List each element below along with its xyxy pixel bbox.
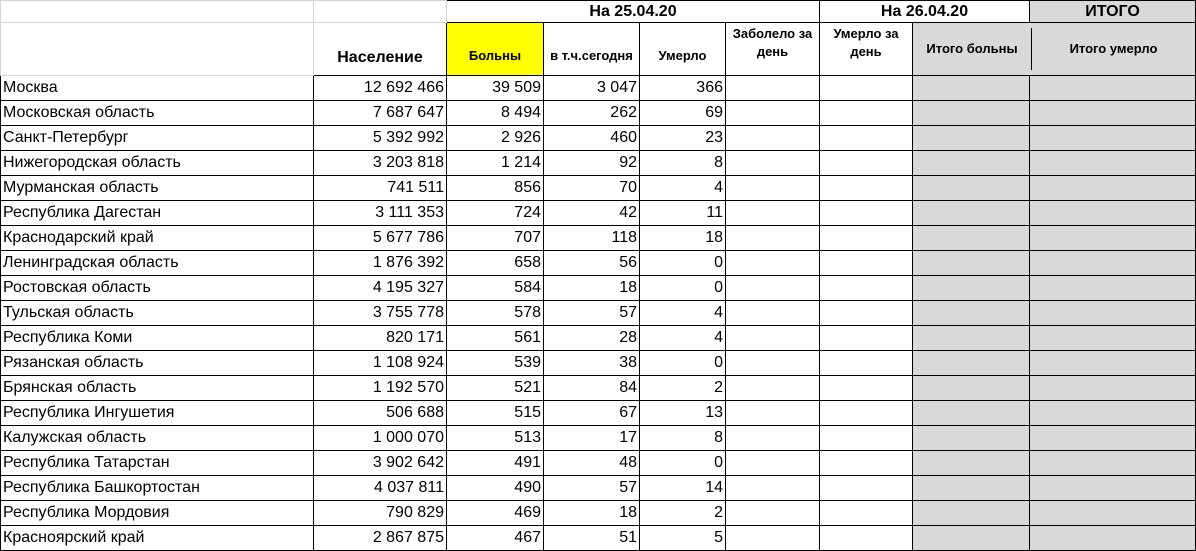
cell-today[interactable]: 57 bbox=[544, 301, 640, 326]
cell-sick-day[interactable] bbox=[726, 501, 820, 526]
cell-sick[interactable]: 8 494 bbox=[447, 101, 544, 126]
cell-total-died[interactable] bbox=[1030, 526, 1196, 551]
cell-total-sick[interactable] bbox=[913, 151, 1030, 176]
cell-died[interactable]: 18 bbox=[640, 226, 726, 251]
cell-total-sick[interactable] bbox=[913, 501, 1030, 526]
cell-sick[interactable]: 469 bbox=[447, 501, 544, 526]
cell-died-day[interactable] bbox=[820, 301, 913, 326]
header-died[interactable]: Умерло bbox=[640, 23, 726, 76]
header-cell-empty[interactable] bbox=[1, 1, 314, 23]
cell-sick-day[interactable] bbox=[726, 201, 820, 226]
cell-sick-day[interactable] bbox=[726, 476, 820, 501]
cell-died-day[interactable] bbox=[820, 151, 913, 176]
cell-sick[interactable]: 1 214 bbox=[447, 151, 544, 176]
cell-died-day[interactable] bbox=[820, 526, 913, 551]
cell-sick[interactable]: 490 bbox=[447, 476, 544, 501]
cell-total-sick[interactable] bbox=[913, 276, 1030, 301]
cell-died[interactable]: 2 bbox=[640, 376, 726, 401]
cell-total-sick[interactable] bbox=[913, 351, 1030, 376]
cell-total-died[interactable] bbox=[1030, 326, 1196, 351]
cell-population[interactable]: 820 171 bbox=[314, 326, 447, 351]
cell-today[interactable]: 3 047 bbox=[544, 76, 640, 101]
header-total-sick[interactable]: Итого больны bbox=[913, 28, 1032, 70]
cell-total-died[interactable] bbox=[1030, 426, 1196, 451]
cell-died-day[interactable] bbox=[820, 76, 913, 101]
cell-total-sick[interactable] bbox=[913, 476, 1030, 501]
header-date-group-1[interactable]: На 25.04.20 bbox=[447, 1, 820, 23]
table-row bbox=[1, 176, 1196, 201]
header-died-day[interactable]: Умерло за день bbox=[820, 23, 913, 76]
cell-total-died[interactable] bbox=[1030, 151, 1196, 176]
cell-population[interactable]: 12 692 466 bbox=[314, 76, 447, 101]
cell-region[interactable]: Республика Дагестан bbox=[1, 201, 314, 226]
cell-sick-day[interactable] bbox=[726, 426, 820, 451]
cell-region[interactable]: Республика Татарстан bbox=[1, 451, 314, 476]
cell-population[interactable]: 2 867 875 bbox=[314, 526, 447, 551]
cell-population[interactable]: 3 111 353 bbox=[314, 201, 447, 226]
cell-sick[interactable]: 539 bbox=[447, 351, 544, 376]
cell-today[interactable]: 42 bbox=[544, 201, 640, 226]
cell-today[interactable]: 92 bbox=[544, 151, 640, 176]
cell-sick[interactable]: 515 bbox=[447, 401, 544, 426]
cell-region[interactable]: Рязанская область bbox=[1, 351, 314, 376]
cell-population[interactable]: 741 511 bbox=[314, 176, 447, 201]
cell-total-died[interactable] bbox=[1030, 101, 1196, 126]
cell-population[interactable]: 1 000 070 bbox=[314, 426, 447, 451]
cell-population[interactable]: 1 876 392 bbox=[314, 251, 447, 276]
table-row bbox=[1, 526, 1196, 551]
cell-population[interactable]: 790 829 bbox=[314, 501, 447, 526]
cell-sick[interactable]: 578 bbox=[447, 301, 544, 326]
cell-died[interactable]: 0 bbox=[640, 276, 726, 301]
cell-today[interactable]: 18 bbox=[544, 501, 640, 526]
cell-died-day[interactable] bbox=[820, 426, 913, 451]
cell-region[interactable]: Республика Ингушетия bbox=[1, 401, 314, 426]
header-population[interactable]: Население bbox=[314, 23, 447, 76]
table-row bbox=[1, 151, 1196, 176]
cell-sick-day[interactable] bbox=[726, 376, 820, 401]
cell-population[interactable]: 4 037 811 bbox=[314, 476, 447, 501]
cell-total-died[interactable] bbox=[1030, 476, 1196, 501]
cell-died[interactable]: 14 bbox=[640, 476, 726, 501]
cell-died-day[interactable] bbox=[820, 451, 913, 476]
cell-today[interactable]: 118 bbox=[544, 226, 640, 251]
cell-died-day[interactable] bbox=[820, 201, 913, 226]
cell-sick-day[interactable] bbox=[726, 226, 820, 251]
cell-died-day[interactable] bbox=[820, 126, 913, 151]
cell-today[interactable]: 17 bbox=[544, 426, 640, 451]
cell-region[interactable]: Москва bbox=[1, 76, 314, 101]
cell-died[interactable]: 2 bbox=[640, 501, 726, 526]
cell-died[interactable]: 0 bbox=[640, 351, 726, 376]
cell-today[interactable]: 67 bbox=[544, 401, 640, 426]
table-row bbox=[1, 426, 1196, 451]
cell-today[interactable]: 70 bbox=[544, 176, 640, 201]
cell-total-died[interactable] bbox=[1030, 376, 1196, 401]
cell-died[interactable]: 0 bbox=[640, 451, 726, 476]
cell-total-sick[interactable] bbox=[913, 451, 1030, 476]
cell-sick[interactable]: 561 bbox=[447, 326, 544, 351]
cell-region[interactable]: Мурманская область bbox=[1, 176, 314, 201]
cell-died[interactable]: 5 bbox=[640, 526, 726, 551]
header-totals bbox=[913, 23, 1196, 76]
table-row bbox=[1, 501, 1196, 526]
cell-total-sick[interactable] bbox=[913, 176, 1030, 201]
cell-sick-day[interactable] bbox=[726, 326, 820, 351]
cell-region[interactable]: Краснодарский край bbox=[1, 226, 314, 251]
cell-region[interactable]: Ленинградская область bbox=[1, 251, 314, 276]
table-row bbox=[1, 376, 1196, 401]
cell-region[interactable]: Московская область bbox=[1, 101, 314, 126]
cell-population[interactable]: 5 677 786 bbox=[314, 226, 447, 251]
cell-region[interactable]: Республика Башкортостан bbox=[1, 476, 314, 501]
cell-died[interactable]: 8 bbox=[640, 151, 726, 176]
header-row-columns bbox=[1, 23, 1196, 76]
cell-region[interactable]: Брянская область bbox=[1, 376, 314, 401]
cell-sick-day[interactable] bbox=[726, 251, 820, 276]
table-row bbox=[1, 301, 1196, 326]
table-row bbox=[1, 476, 1196, 501]
cell-died-day[interactable] bbox=[820, 501, 913, 526]
cell-total-sick[interactable] bbox=[913, 201, 1030, 226]
table-row bbox=[1, 276, 1196, 301]
header-cell-region[interactable] bbox=[1, 23, 314, 76]
cell-total-sick[interactable] bbox=[913, 526, 1030, 551]
cell-sick-day[interactable] bbox=[726, 176, 820, 201]
header-date-group-2[interactable]: На 26.04.20 bbox=[820, 1, 1030, 23]
cell-total-died[interactable] bbox=[1030, 301, 1196, 326]
cell-total-died[interactable] bbox=[1030, 201, 1196, 226]
cell-total-sick[interactable] bbox=[913, 401, 1030, 426]
header-total-died[interactable]: Итого умерло bbox=[1069, 41, 1158, 56]
cell-today[interactable]: 51 bbox=[544, 526, 640, 551]
cell-sick-day[interactable] bbox=[726, 126, 820, 151]
cell-died[interactable]: 69 bbox=[640, 101, 726, 126]
cell-died[interactable]: 4 bbox=[640, 326, 726, 351]
cell-died[interactable]: 366 bbox=[640, 76, 726, 101]
cell-sick[interactable]: 707 bbox=[447, 226, 544, 251]
table-row bbox=[1, 226, 1196, 251]
cell-region[interactable]: Калужская область bbox=[1, 426, 314, 451]
cell-population[interactable]: 3 203 818 bbox=[314, 151, 447, 176]
cell-total-died[interactable] bbox=[1030, 176, 1196, 201]
cell-sick-day[interactable] bbox=[726, 451, 820, 476]
cell-region[interactable]: Санкт-Петербург bbox=[1, 126, 314, 151]
cell-today[interactable]: 460 bbox=[544, 126, 640, 151]
cell-died[interactable]: 0 bbox=[640, 251, 726, 276]
cell-population[interactable]: 506 688 bbox=[314, 401, 447, 426]
cell-sick-day[interactable] bbox=[726, 76, 820, 101]
cell-today[interactable]: 262 bbox=[544, 101, 640, 126]
cell-total-died[interactable] bbox=[1030, 226, 1196, 251]
cell-died-day[interactable] bbox=[820, 351, 913, 376]
cell-died-day[interactable] bbox=[820, 401, 913, 426]
cell-sick[interactable]: 2 926 bbox=[447, 126, 544, 151]
cell-total-died[interactable] bbox=[1030, 501, 1196, 526]
cell-sick-day[interactable] bbox=[726, 101, 820, 126]
cell-sick[interactable]: 39 509 bbox=[447, 76, 544, 101]
cell-total-sick[interactable] bbox=[913, 226, 1030, 251]
table-row bbox=[1, 101, 1196, 126]
cell-today[interactable]: 48 bbox=[544, 451, 640, 476]
cell-total-sick[interactable] bbox=[913, 251, 1030, 276]
header-sick-day[interactable]: Заболело за день bbox=[726, 23, 820, 76]
cell-died-day[interactable] bbox=[820, 251, 913, 276]
cell-population[interactable]: 5 392 992 bbox=[314, 126, 447, 151]
cell-today[interactable]: 57 bbox=[544, 476, 640, 501]
cell-died[interactable]: 13 bbox=[640, 401, 726, 426]
cell-sick[interactable]: 658 bbox=[447, 251, 544, 276]
cell-died-day[interactable] bbox=[820, 276, 913, 301]
cell-total-died[interactable] bbox=[1030, 76, 1196, 101]
cell-died-day[interactable] bbox=[820, 376, 913, 401]
cell-region[interactable]: Красноярский край bbox=[1, 526, 314, 551]
cell-total-sick[interactable] bbox=[913, 376, 1030, 401]
cell-died[interactable]: 8 bbox=[640, 426, 726, 451]
cell-population[interactable]: 1 192 570 bbox=[314, 376, 447, 401]
cell-total-sick[interactable] bbox=[913, 301, 1030, 326]
cell-total-died[interactable] bbox=[1030, 126, 1196, 151]
cell-sick[interactable]: 584 bbox=[447, 276, 544, 301]
cell-total-sick[interactable] bbox=[913, 101, 1030, 126]
table-row bbox=[1, 251, 1196, 276]
cell-sick[interactable]: 856 bbox=[447, 176, 544, 201]
table-row bbox=[1, 201, 1196, 226]
cell-population[interactable]: 7 687 647 bbox=[314, 101, 447, 126]
cell-sick[interactable]: 521 bbox=[447, 376, 544, 401]
header-cell-empty[interactable] bbox=[314, 1, 447, 23]
table-row bbox=[1, 401, 1196, 426]
cell-total-died[interactable] bbox=[1030, 276, 1196, 301]
table-row bbox=[1, 451, 1196, 476]
table-row bbox=[1, 326, 1196, 351]
cell-total-died[interactable] bbox=[1030, 251, 1196, 276]
cell-total-sick[interactable] bbox=[913, 126, 1030, 151]
cell-total-sick[interactable] bbox=[913, 76, 1030, 101]
table-row bbox=[1, 126, 1196, 151]
cell-sick-day[interactable] bbox=[726, 526, 820, 551]
cell-region[interactable]: Тульская область bbox=[1, 301, 314, 326]
header-total-group[interactable]: ИТОГО bbox=[1030, 1, 1196, 23]
cell-today[interactable]: 18 bbox=[544, 276, 640, 301]
table-row bbox=[1, 351, 1196, 376]
header-today[interactable]: в т.ч.сегодня bbox=[544, 23, 640, 76]
cell-today[interactable]: 38 bbox=[544, 351, 640, 376]
cell-died[interactable]: 11 bbox=[640, 201, 726, 226]
cell-region[interactable]: Республика Мордовия bbox=[1, 501, 314, 526]
cell-died-day[interactable] bbox=[820, 476, 913, 501]
header-sick[interactable]: Больны bbox=[447, 23, 544, 76]
cell-sick[interactable]: 724 bbox=[447, 201, 544, 226]
cell-region[interactable]: Ростовская область bbox=[1, 276, 314, 301]
cell-sick[interactable]: 467 bbox=[447, 526, 544, 551]
cell-sick-day[interactable] bbox=[726, 276, 820, 301]
cell-sick[interactable]: 491 bbox=[447, 451, 544, 476]
cell-sick[interactable]: 513 bbox=[447, 426, 544, 451]
cell-total-sick[interactable] bbox=[913, 426, 1030, 451]
cell-total-died[interactable] bbox=[1030, 451, 1196, 476]
cell-died-day[interactable] bbox=[820, 326, 913, 351]
cell-population[interactable]: 4 195 327 bbox=[314, 276, 447, 301]
cell-sick-day[interactable] bbox=[726, 151, 820, 176]
cell-population[interactable]: 1 108 924 bbox=[314, 351, 447, 376]
cell-died-day[interactable] bbox=[820, 101, 913, 126]
cell-sick-day[interactable] bbox=[726, 401, 820, 426]
cell-population[interactable]: 3 755 778 bbox=[314, 301, 447, 326]
cell-died-day[interactable] bbox=[820, 176, 913, 201]
cell-today[interactable]: 28 bbox=[544, 326, 640, 351]
cell-region[interactable]: Нижегородская область bbox=[1, 151, 314, 176]
cell-total-died[interactable] bbox=[1030, 351, 1196, 376]
cell-died-day[interactable] bbox=[820, 226, 913, 251]
cell-died[interactable]: 4 bbox=[640, 176, 726, 201]
cell-today[interactable]: 84 bbox=[544, 376, 640, 401]
table-row bbox=[1, 76, 1196, 101]
cell-total-sick[interactable] bbox=[913, 326, 1030, 351]
cell-died[interactable]: 4 bbox=[640, 301, 726, 326]
header-row-groups bbox=[1, 1, 1196, 23]
cell-total-died[interactable] bbox=[1030, 401, 1196, 426]
cell-died[interactable]: 23 bbox=[640, 126, 726, 151]
cell-today[interactable]: 56 bbox=[544, 251, 640, 276]
cell-sick-day[interactable] bbox=[726, 301, 820, 326]
cell-region[interactable]: Республика Коми bbox=[1, 326, 314, 351]
cell-population[interactable]: 3 902 642 bbox=[314, 451, 447, 476]
cell-sick-day[interactable] bbox=[726, 351, 820, 376]
